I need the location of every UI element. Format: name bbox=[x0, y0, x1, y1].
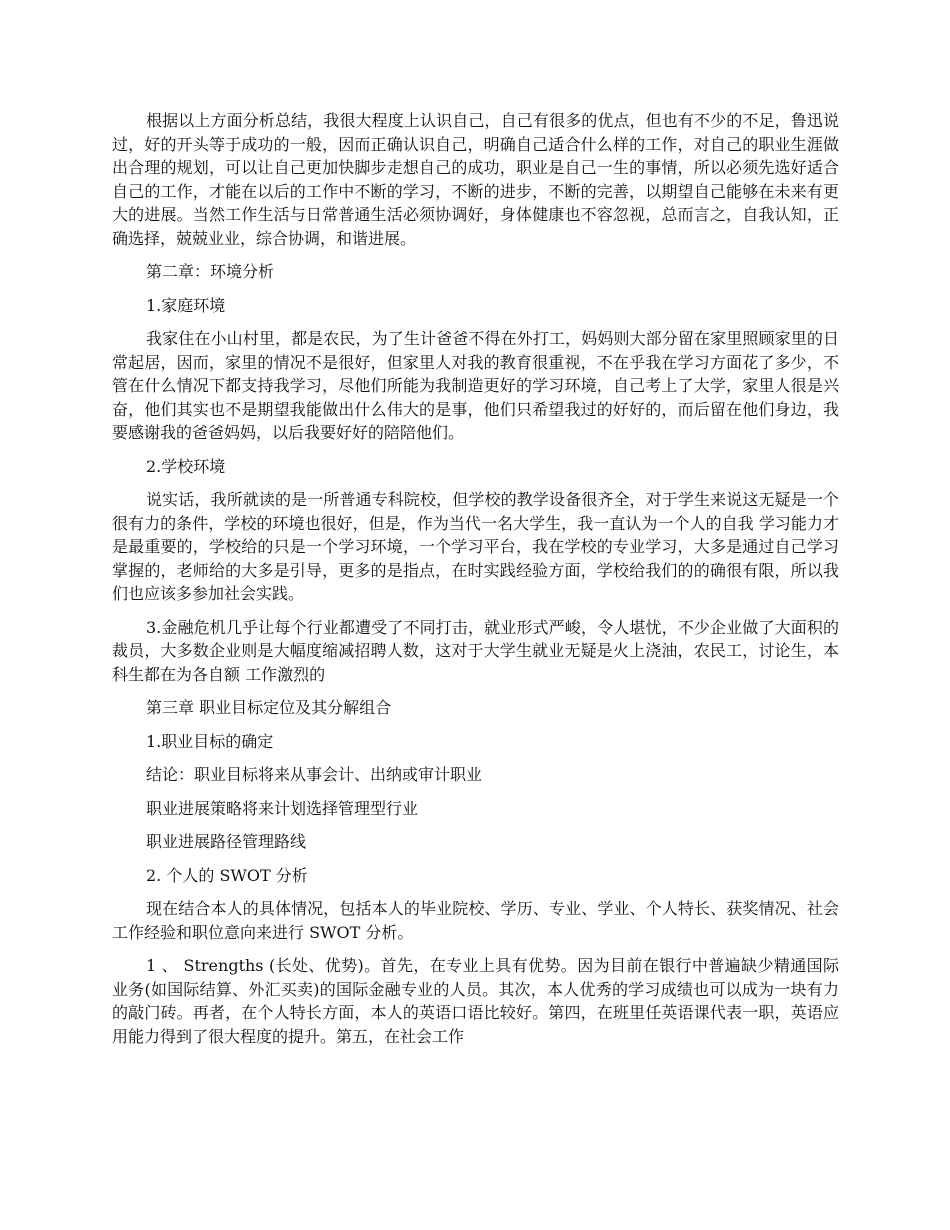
strategy-line: 职业进展策略将来计划选择管理型行业 bbox=[146, 798, 419, 818]
chapter-two-heading: 第二章：环境分析 bbox=[146, 262, 275, 281]
conclusion-line: 结论：职业目标将来从事会计、出纳或审计职业 bbox=[146, 765, 483, 784]
document-page bbox=[112, 109, 839, 1058]
chapter-three-heading: 第三章 职业目标定位及其分解组合 bbox=[146, 698, 392, 717]
family-environment-heading: 1.家庭环境 bbox=[146, 295, 226, 315]
school-environment-heading: 2.学校环境 bbox=[146, 456, 226, 476]
swot-heading: 2. 个人的 SWOT 分析 bbox=[146, 865, 308, 885]
paragraph-financial-crisis: 3.金融危机几乎让每个行业都遭受了不同打击，就业形式严峻，令人堪忧，不少企业做了大面积的裁员，大多数企业则是大幅度缩减招聘人数，这对于大学生就业无疑是火上浇油，农民工，讨论生，本科生都在为各自额 工作激烈的 bbox=[112, 617, 839, 684]
paragraph-strengths: 1 、 Strengths (长处、优势)。首先，在专业上具有优势。因为目前在银行中普遍缺少精通国际业务(如国际结算、外汇买卖)的国际金融专业的人员。其次，本人优秀的学习成绩也可以成为一块有力的敲门砖。再者，在个人特长方面，本人的英语口语比较好。第四，在班里任英语课代表一职，英语应用能力得到了很大程度的提升。第五，在社会工作 bbox=[112, 956, 839, 1046]
career-goal-heading: 1.职业目标的确定 bbox=[146, 731, 274, 751]
paragraph-self-summary: 根据以上方面分析总结，我很大程度上认识自己，自己有很多的优点，但也有不少的不足，鲁迅说过，好的开头等于成功的一般，因而正确认识自己，明确自己适合什么样的工作，对自己的职业生涯做出合理的规划，可以让自己更加快脚步走想自己的成功，职业是自己一生的事情，所以必须先选好适合自己的工作，才能在以后的工作中不断的学习，不断的进步，不断的完善，以期望自己能够在未来有更大的进展。当然工作生活与日常普通生活必须协调好，身体健康也不容忽视，总而言之，自我认知，正确选择，兢兢业业，综合协调，和谐进展。 bbox=[112, 111, 839, 248]
path-line: 职业进展路径管理路线 bbox=[146, 832, 307, 851]
paragraph-family-environment: 我家住在小山村里，都是农民，为了生计爸爸不得在外打工，妈妈则大部分留在家里照顾家里的日常起居，因而，家里的情况不是很好，但家里人对我的教育很重视，不在乎我在学习方面花了多少，不管在什么情况下都支持我学习，尽他们所能为我制造更好的学习环境，自己考上了大学，家里人很是兴奋，他们其实也不是期望我能做出什么伟大的是事，他们只希望我过的好好的，而后留在他们身边，我要感谢我的爸爸妈妈，以后我要好好的陪陪他们。 bbox=[112, 329, 839, 442]
paragraph-school-environment: 说实话，我所就读的是一所普通专科院校，但学校的教学设备很齐全，对于学生来说这无疑是一个很有力的条件，学校的环境也很好，但是，作为当代一名大学生，我一直认为一个人的自我 学习能力才是最重要的，学校给的只是一个学习环境，一个学习平台，我在学校的专业学习，大多是通过自己学习掌握的，老师给的大多是引导，更多的是指点，在时实践经验方面，学校给我们的的确很有限，所以我们也应该多参加社会实践。 bbox=[112, 490, 839, 603]
paragraph-swot-intro: 现在结合本人的具体情况，包括本人的毕业院校、学历、专业、学业、个人特长、获奖情况、社会工作经验和职位意向来进行 SWOT 分析。 bbox=[112, 899, 839, 942]
